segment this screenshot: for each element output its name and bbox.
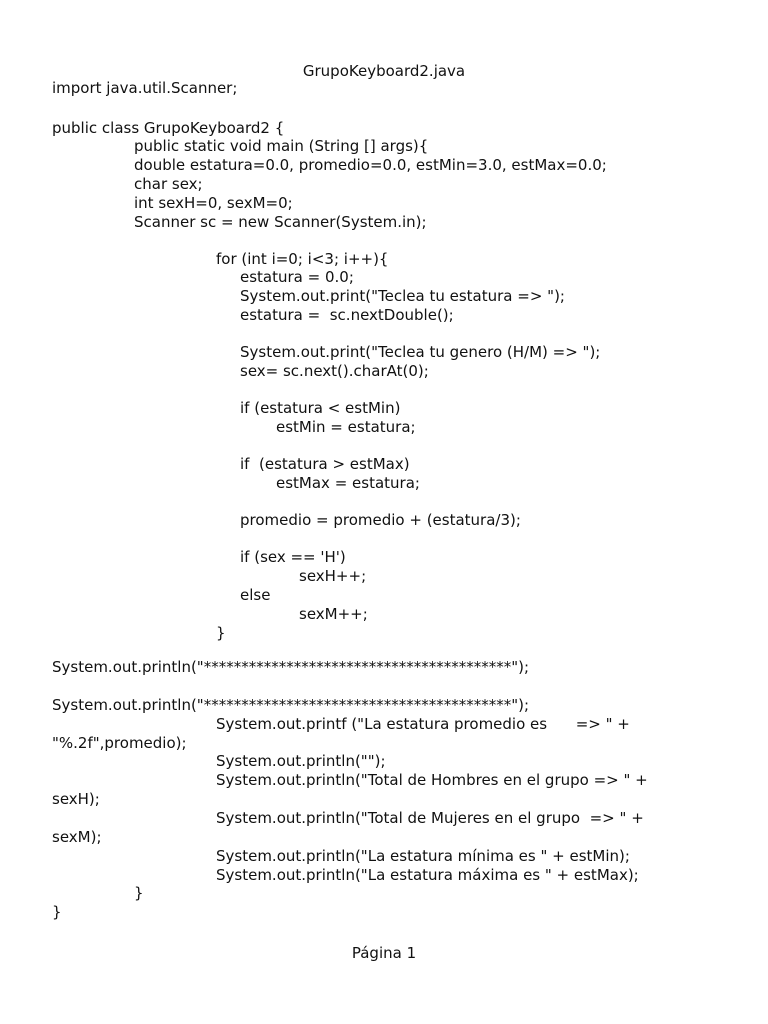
code-line: estatura = sc.nextDouble(); — [240, 306, 454, 324]
code-line: sex= sc.next().charAt(0); — [240, 362, 429, 380]
code-line: for (int i=0; i<3; i++){ — [216, 250, 389, 268]
code-line: System.out.println("*****************************************"); — [52, 696, 530, 714]
code-line: System.out.print("Teclea tu genero (H/M) => "); — [240, 343, 601, 361]
code-line: if (estatura > estMax) — [240, 455, 410, 473]
code-line: int sexH=0, sexM=0; — [134, 194, 293, 212]
code-line: } — [134, 884, 144, 902]
code-line: "%.2f",promedio); — [52, 734, 187, 752]
code-line: public static void main (String [] args){ — [134, 137, 429, 155]
code-line: System.out.println(""); — [216, 752, 386, 770]
code-line: sexM); — [52, 828, 102, 846]
code-line: public class GrupoKeyboard2 { — [52, 119, 285, 137]
code-line: sexH); — [52, 790, 100, 808]
code-line: Scanner sc = new Scanner(System.in); — [134, 213, 427, 231]
code-line: sexM++; — [299, 605, 368, 623]
code-line: System.out.print("Teclea tu estatura => "); — [240, 287, 565, 305]
code-line: estatura = 0.0; — [240, 268, 354, 286]
page-number: Página 1 — [351, 944, 417, 962]
code-line: System.out.println("La estatura máxima es " + estMax); — [216, 866, 639, 884]
document-title: GrupoKeyboard2.java — [302, 62, 466, 80]
code-line: estMin = estatura; — [276, 418, 416, 436]
code-line: double estatura=0.0, promedio=0.0, estMin=3.0, estMax=0.0; — [134, 156, 607, 174]
code-line: System.out.printf ("La estatura promedio es => " + — [216, 715, 630, 733]
code-line: System.out.println("*****************************************"); — [52, 658, 530, 676]
code-line: System.out.println("Total de Mujeres en el grupo => " + — [216, 809, 644, 827]
code-line: estMax = estatura; — [276, 474, 420, 492]
code-line: else — [240, 586, 271, 604]
code-line: if (estatura < estMin) — [240, 399, 401, 417]
code-line: System.out.println("Total de Hombres en el grupo => " + — [216, 771, 648, 789]
code-line: sexH++; — [299, 567, 367, 585]
code-line: System.out.println("La estatura mínima es " + estMin); — [216, 847, 630, 865]
code-line: promedio = promedio + (estatura/3); — [240, 511, 521, 529]
code-line: } — [216, 624, 226, 642]
code-line: } — [52, 903, 62, 921]
code-line: if (sex == 'H') — [240, 548, 346, 566]
code-line: import java.util.Scanner; — [52, 79, 238, 97]
code-line: char sex; — [134, 175, 203, 193]
